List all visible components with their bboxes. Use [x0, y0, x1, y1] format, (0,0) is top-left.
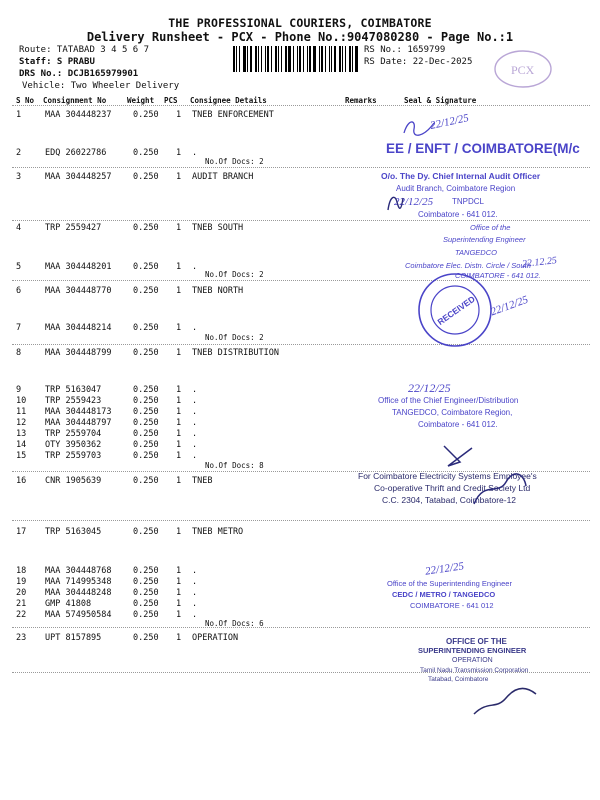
consignee-details: . — [192, 440, 198, 450]
consignment-number: GMP 41808 — [45, 599, 92, 609]
consignee-details: TNEB SOUTH — [192, 223, 244, 233]
row-sno: 22 — [16, 610, 27, 620]
consignee-details: . — [192, 599, 198, 609]
consignee-details: . — [192, 429, 198, 439]
metro-stamp-line2: CEDC / METRO / TANGEDCO — [392, 590, 496, 599]
barcode-bar — [275, 46, 277, 72]
metro-stamp-line3: COIMBATORE - 641 012 — [410, 601, 494, 610]
weight: 0.250 — [133, 223, 159, 233]
pcx-stamp-text: PCX — [511, 63, 535, 77]
handwritten-date: 22/12/25 — [394, 196, 434, 208]
dist-stamp-line2: TANGEDCO, Coimbatore Region, — [392, 408, 513, 417]
separator — [12, 220, 590, 221]
barcode-bar — [355, 46, 358, 72]
barcode-bar — [331, 46, 332, 72]
pieces: 1 — [176, 262, 182, 272]
consignee-details: . — [192, 566, 198, 576]
barcode-bar — [342, 46, 343, 72]
consignee-details: . — [192, 148, 198, 158]
vehicle: Vehicle: Two Wheeler Delivery — [22, 81, 180, 91]
consignment-number: MAA 714995348 — [45, 577, 112, 587]
docs-note: No.Of Docs: 2 — [205, 333, 264, 342]
enft-stamp: EE / ENFT / COIMBATORE(M/c — [386, 141, 580, 156]
barcode-bar — [285, 46, 287, 72]
pieces: 1 — [176, 476, 182, 486]
pcx-oval-stamp — [492, 48, 554, 90]
barcode-bar — [313, 46, 316, 72]
staff: Staff: S PRABU — [19, 57, 95, 67]
consignment-number: UPT 8157895 — [45, 633, 102, 643]
pieces: 1 — [176, 599, 182, 609]
consignment-number: TRP 2559704 — [45, 429, 102, 439]
south-stamp-line4: Coimbatore Elec. Distn. Circle / South — [405, 261, 531, 270]
barcode-bar — [288, 46, 291, 72]
col-seal-signature: Seal & Signature — [404, 96, 477, 105]
barcode-bar — [239, 46, 240, 72]
weight: 0.250 — [133, 286, 159, 296]
weight: 0.250 — [133, 148, 159, 158]
consignee-details: OPERATION — [192, 633, 239, 643]
barcode-bar — [267, 46, 270, 72]
barcode-bar — [309, 46, 311, 72]
weight: 0.250 — [133, 348, 159, 358]
separator — [12, 520, 590, 521]
pieces: 1 — [176, 566, 182, 576]
row-sno: 10 — [16, 396, 27, 406]
audit-stamp-line4: Coimbatore - 641 012. — [418, 210, 498, 219]
signature-scribble — [470, 680, 540, 720]
consignment-number: MAA 304448237 — [45, 110, 112, 120]
barcode-bar — [243, 46, 246, 72]
company-name: THE PROFESSIONAL COURIERS, COIMBATORE — [168, 16, 432, 30]
handwritten-date: 22.12.25 — [521, 255, 558, 270]
op-stamp-line4: Tamil Nadu Transmission Corporation — [420, 667, 529, 674]
consignment-number: MAA 304448799 — [45, 348, 112, 358]
row-sno: 19 — [16, 577, 27, 587]
barcode-bar — [321, 46, 323, 72]
audit-stamp-line1: O/o. The Dy. Chief Internal Audit Officer — [381, 171, 541, 181]
consignment-number: TRP 5163047 — [45, 385, 102, 395]
south-stamp-line1: Office of the — [470, 223, 511, 232]
signature-scribble — [400, 115, 440, 140]
weight: 0.250 — [133, 262, 159, 272]
pieces: 1 — [176, 172, 182, 182]
pieces: 1 — [176, 323, 182, 333]
barcode — [233, 46, 361, 72]
barcode-bar — [293, 46, 294, 72]
barcode-bar — [247, 46, 248, 72]
row-sno: 17 — [16, 527, 27, 537]
weight: 0.250 — [133, 110, 159, 120]
weight: 0.250 — [133, 527, 159, 537]
consignee-details: . — [192, 407, 198, 417]
drs-number: DRS No.: DCJB165979901 — [19, 69, 139, 79]
col-pcs: PCS — [164, 96, 178, 105]
separator — [12, 105, 590, 106]
consignment-number: MAA 304448768 — [45, 566, 112, 576]
barcode-bar — [303, 46, 304, 72]
row-sno: 13 — [16, 429, 27, 439]
barcode-bar — [261, 46, 262, 72]
row-sno: 14 — [16, 440, 27, 450]
pieces: 1 — [176, 407, 182, 417]
consignee-details: TNEB ENFORCEMENT — [192, 110, 274, 120]
handwritten-date: 22/12/25 — [424, 560, 465, 578]
row-sno: 12 — [16, 418, 27, 428]
runsheet-title: Delivery Runsheet - PCX - Phone No.:9047080280 - Page No.:1 — [86, 30, 514, 44]
south-stamp-line3: TANGEDCO — [455, 248, 497, 257]
pieces: 1 — [176, 148, 182, 158]
consignee-details: . — [192, 577, 198, 587]
barcode-bar — [349, 46, 351, 72]
op-stamp-line5: Tatabad, Coimbatore — [428, 676, 489, 683]
pieces: 1 — [176, 429, 182, 439]
weight: 0.250 — [133, 610, 159, 620]
weight: 0.250 — [133, 407, 159, 417]
consignment-number: TRP 5163045 — [45, 527, 102, 537]
pieces: 1 — [176, 633, 182, 643]
row-sno: 8 — [16, 348, 22, 358]
consignment-number: TRP 2559703 — [45, 451, 102, 461]
weight: 0.250 — [133, 172, 159, 182]
pieces: 1 — [176, 440, 182, 450]
consignment-number: MAA 304448214 — [45, 323, 112, 333]
docs-note: No.Of Docs: 8 — [205, 461, 264, 470]
barcode-bar — [265, 46, 266, 72]
signature-scribble — [470, 470, 530, 510]
barcode-bar — [271, 46, 272, 72]
received-text: RECEIVED — [435, 293, 477, 327]
docs-note: No.Of Docs: 2 — [205, 270, 264, 279]
pieces: 1 — [176, 385, 182, 395]
south-stamp-line2: Superintending Engineer — [443, 235, 526, 244]
society-stamp-line2: Co-operative Thrift and Credit Society Ltd — [374, 483, 531, 493]
consignee-details: AUDIT BRANCH — [192, 172, 254, 182]
barcode-bar — [319, 46, 320, 72]
pieces: 1 — [176, 418, 182, 428]
weight: 0.250 — [133, 599, 159, 609]
metro-stamp-line1: Office of the Superintending Engineer — [387, 579, 512, 588]
signature-scribble — [385, 192, 405, 214]
docs-note: No.Of Docs: 2 — [205, 157, 264, 166]
barcode-bar — [250, 46, 252, 72]
row-sno: 5 — [16, 262, 22, 272]
barcode-bar — [345, 46, 346, 72]
separator — [12, 167, 590, 168]
weight: 0.250 — [133, 323, 159, 333]
barcode-bar — [255, 46, 257, 72]
weight: 0.250 — [133, 396, 159, 406]
pieces: 1 — [176, 610, 182, 620]
op-stamp-line3: OPERATION — [452, 657, 493, 664]
consignment-number: CNR 1905639 — [45, 476, 102, 486]
signature-scribble — [438, 440, 478, 470]
dist-stamp-line3: Coimbatore - 641 012. — [418, 420, 498, 429]
barcode-bar — [329, 46, 330, 72]
consignee-details: . — [192, 588, 198, 598]
row-sno: 11 — [16, 407, 27, 417]
consignee-details: . — [192, 396, 198, 406]
consignment-number: MAA 304448201 — [45, 262, 112, 272]
row-sno: 23 — [16, 633, 27, 643]
row-sno: 20 — [16, 588, 27, 598]
dist-stamp-line1: Office of the Chief Engineer/Distribution — [378, 396, 519, 405]
pieces: 1 — [176, 451, 182, 461]
weight: 0.250 — [133, 633, 159, 643]
rs-date: RS Date: 22-Dec-2025 — [364, 57, 473, 67]
consignee-details: TNEB — [192, 476, 213, 486]
separator — [12, 627, 590, 628]
consignee-details: . — [192, 451, 198, 461]
barcode-bar — [325, 46, 326, 72]
weight: 0.250 — [133, 476, 159, 486]
consignee-details: . — [192, 610, 198, 620]
row-sno: 15 — [16, 451, 27, 461]
weight: 0.250 — [133, 566, 159, 576]
consignee-details: . — [192, 262, 198, 272]
weight: 0.250 — [133, 451, 159, 461]
consignment-number: MAA 304448248 — [45, 588, 112, 598]
row-sno: 16 — [16, 476, 27, 486]
consignee-details: TNEB METRO — [192, 527, 244, 537]
row-sno: 4 — [16, 223, 22, 233]
pieces: 1 — [176, 348, 182, 358]
barcode-bar — [307, 46, 308, 72]
barcode-bar — [334, 46, 337, 72]
pieces: 1 — [176, 527, 182, 537]
col-weight: Weight — [127, 96, 155, 105]
handwritten-date: 22/12/25 — [489, 293, 530, 319]
col-consignee: Consignee Details — [190, 96, 267, 105]
audit-stamp-line2: Audit Branch, Coimbatore Region — [396, 184, 516, 193]
consignment-number: TRP 2559423 — [45, 396, 102, 406]
barcode-bar — [297, 46, 298, 72]
consignment-number: MAA 304448797 — [45, 418, 112, 428]
consignee-details: . — [192, 418, 198, 428]
col-sno: S No — [16, 96, 35, 105]
op-stamp-line1: OFFICE OF THE — [446, 637, 507, 646]
pieces: 1 — [176, 286, 182, 296]
pieces: 1 — [176, 223, 182, 233]
society-stamp-line1: For Coimbatore Electricity Systems Employee's — [358, 471, 537, 481]
barcode-bar — [236, 46, 237, 72]
separator — [12, 344, 590, 345]
row-sno: 3 — [16, 172, 22, 182]
consignee-details: . — [192, 323, 198, 333]
consignee-details: . — [192, 385, 198, 395]
society-stamp-line3: C.C. 2304, Tatabad, Coimbatore-12 — [382, 495, 517, 505]
barcode-bar — [352, 46, 353, 72]
consignee-details: TNEB NORTH — [192, 286, 244, 296]
row-sno: 21 — [16, 599, 27, 609]
consignment-number: MAA 304448257 — [45, 172, 112, 182]
row-sno: 6 — [16, 286, 22, 296]
received-round-seal — [415, 270, 495, 350]
row-sno: 7 — [16, 323, 22, 333]
weight: 0.250 — [133, 429, 159, 439]
rs-number: RS No.: 1659799 — [364, 45, 446, 55]
weight: 0.250 — [133, 577, 159, 587]
pieces: 1 — [176, 110, 182, 120]
row-sno: 9 — [16, 385, 22, 395]
consignment-number: MAA 574950584 — [45, 610, 112, 620]
consignment-number: MAA 304448770 — [45, 286, 112, 296]
pieces: 1 — [176, 577, 182, 587]
consignee-details: TNEB DISTRIBUTION — [192, 348, 279, 358]
row-sno: 2 — [16, 148, 22, 158]
docs-note: No.Of Docs: 6 — [205, 619, 264, 628]
barcode-bar — [299, 46, 301, 72]
consignment-number: MAA 304448173 — [45, 407, 112, 417]
op-stamp-line2: SUPERINTENDING ENGINEER — [418, 646, 527, 655]
pieces: 1 — [176, 588, 182, 598]
barcode-bar — [258, 46, 259, 72]
weight: 0.250 — [133, 440, 159, 450]
pieces: 1 — [176, 396, 182, 406]
handwritten-date: 22/12/25 — [429, 112, 470, 132]
weight: 0.250 — [133, 588, 159, 598]
barcode-bar — [339, 46, 341, 72]
route: Route: TATABAD 3 4 5 6 7 — [19, 45, 150, 55]
south-stamp-line5: COIMBATORE - 641 012. — [455, 271, 541, 280]
row-sno: 1 — [16, 110, 22, 120]
col-consignment: Consignment No — [43, 96, 107, 105]
audit-stamp-line3: TNPDCL — [452, 197, 485, 206]
weight: 0.250 — [133, 418, 159, 428]
handwritten-date: 22/12/25 — [408, 381, 451, 395]
barcode-bar — [281, 46, 282, 72]
consignment-number: EDQ 26022786 — [45, 148, 107, 158]
barcode-bar — [233, 46, 235, 72]
consignment-number: OTY 3950362 — [45, 440, 102, 450]
consignment-number: TRP 2559427 — [45, 223, 102, 233]
row-sno: 18 — [16, 566, 27, 576]
barcode-bar — [278, 46, 279, 72]
weight: 0.250 — [133, 385, 159, 395]
col-remarks: Remarks — [345, 96, 377, 105]
